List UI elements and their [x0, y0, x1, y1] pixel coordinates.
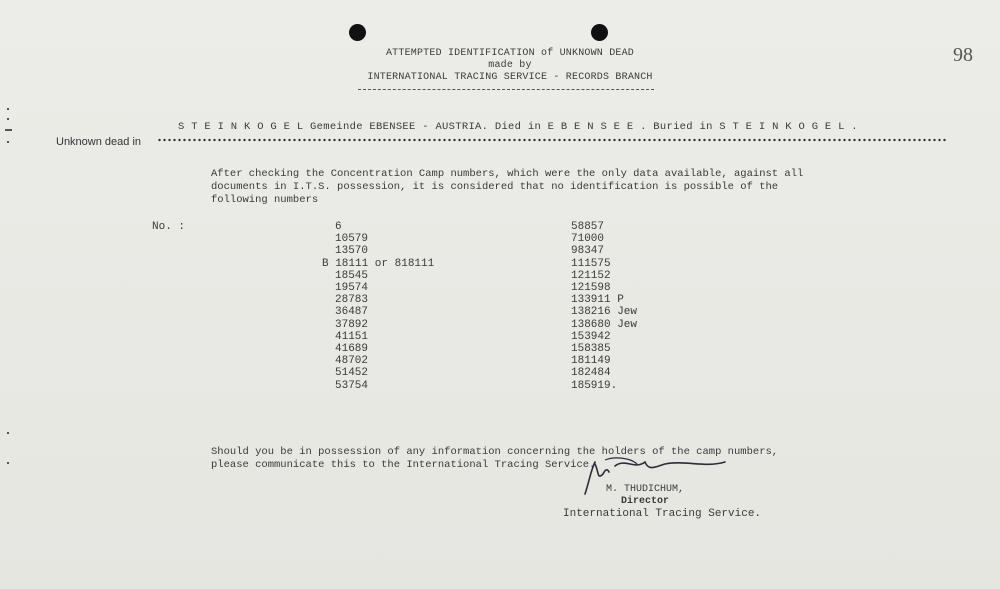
- margin-mark: [7, 118, 9, 120]
- margin-mark: [7, 432, 9, 434]
- paragraph-line: following numbers: [211, 194, 319, 206]
- camp-number: 133911 P: [571, 294, 624, 307]
- camp-number: 28783: [335, 294, 369, 307]
- punch-hole-right: [591, 24, 608, 41]
- camp-number: 182484: [571, 367, 611, 380]
- camp-number: 41151: [335, 330, 369, 343]
- camp-number: 71000: [571, 233, 605, 246]
- unknown-dead-label: Unknown dead in: [56, 136, 142, 148]
- camp-number: 48702: [335, 355, 369, 368]
- camp-number: 185919.: [571, 379, 618, 392]
- header-organization: INTERNATIONAL TRACING SERVICE - RECORDS BRANCH: [367, 72, 653, 83]
- dotted-line: [157, 137, 947, 143]
- camp-number: 138680 Jew: [571, 318, 638, 331]
- camp-number: 121152: [571, 269, 611, 282]
- camp-number: 153942: [571, 330, 611, 343]
- numbers-column-right: [571, 221, 637, 392]
- signatory-title: Director: [621, 496, 670, 507]
- numbers-label: No. :: [152, 221, 186, 233]
- camp-number: 98347: [571, 245, 605, 258]
- punch-hole-left: [349, 24, 366, 41]
- header-subtitle: made by: [488, 60, 532, 71]
- margin-mark: [5, 129, 12, 131]
- camp-number: B 18111 or 818111: [322, 257, 435, 270]
- camp-number: 18545: [335, 269, 369, 282]
- camp-number: 6: [335, 221, 342, 233]
- signatory-name: M. THUDICHUM,: [606, 484, 685, 495]
- camp-number: 58857: [571, 221, 605, 233]
- margin-mark: [7, 141, 9, 143]
- numbers-column-left: [322, 221, 434, 392]
- location-line: S T E I N K O G E L Gemeinde EBENSEE - AUSTRIA. Died in E B E N S E E . Buried in S T E I N K O G E L .: [178, 121, 858, 133]
- camp-number: 19574: [335, 282, 369, 295]
- camp-number: 13570: [335, 245, 369, 258]
- camp-number: 53754: [335, 379, 369, 392]
- header-underline: [358, 89, 654, 90]
- closing-line: Should you be in possession of any information concerning the holders of the camp numbers,: [211, 446, 779, 458]
- intro-paragraph: [211, 168, 803, 207]
- camp-number: 36487: [335, 306, 369, 319]
- closing-line: please communicate this to the International Tracing Service.: [211, 459, 596, 471]
- signatory-organization: International Tracing Service.: [563, 508, 762, 520]
- margin-mark: [7, 462, 9, 464]
- camp-number: 37892: [335, 318, 369, 331]
- paragraph-line: documents in I.T.S. possession, it is considered that no identification is possible of the: [211, 181, 779, 193]
- camp-number: 111575: [571, 257, 611, 270]
- page-number: 98: [953, 44, 973, 66]
- camp-number: 10579: [335, 233, 369, 246]
- camp-number: 51452: [335, 367, 369, 380]
- margin-mark: [7, 108, 9, 110]
- camp-number: 181149: [571, 355, 611, 368]
- header-title: ATTEMPTED IDENTIFICATION of UNKNOWN DEAD: [385, 48, 635, 59]
- camp-number: 121598: [571, 282, 611, 295]
- camp-number: 41689: [335, 343, 369, 356]
- camp-number: 138216 Jew: [571, 306, 638, 319]
- paragraph-line: After checking the Concentration Camp numbers, which were the only data available, against all: [211, 168, 804, 180]
- camp-number: 158385: [571, 343, 611, 356]
